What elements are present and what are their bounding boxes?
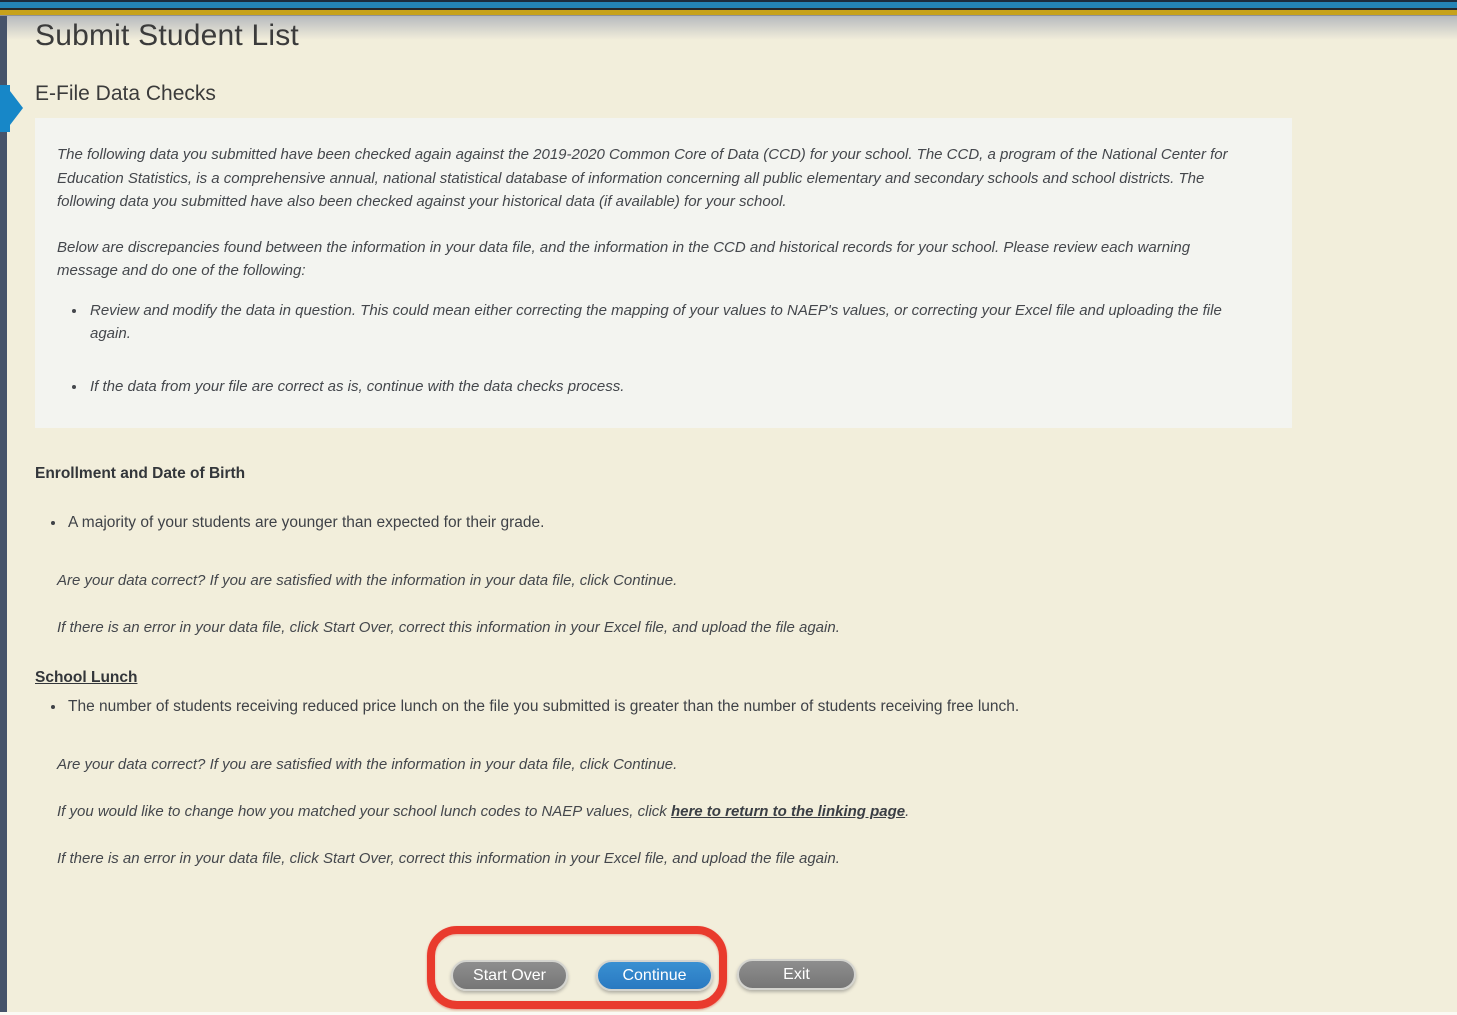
enrollment-warning-list — [35, 512, 1292, 533]
school-lunch-note-correct: Are your data correct? If you are satisfied with the information in your data file, click Continue. — [57, 756, 678, 773]
info-bullet-item: • If the data from your file are correct as is, continue with the data checks process. — [87, 375, 1244, 399]
top-decorative-bars — [0, 0, 1457, 16]
continue-button[interactable]: Continue — [596, 960, 713, 991]
school-lunch-note-error: If there is an error in your data file, click Start Over, correct this information in your Excel file, and upload the file again. — [57, 850, 840, 867]
data-checks-info-box — [35, 118, 1292, 428]
enrollment-note-error: If there is an error in your data file, click Start Over, correct this information in your Excel file, and upload the file again. — [57, 619, 840, 636]
link-suffix-text: . — [905, 803, 910, 820]
page-title: Submit Student List — [35, 19, 299, 52]
exit-button[interactable]: Exit — [737, 959, 856, 990]
main-content — [35, 15, 1292, 869]
school-lunch-note-link — [35, 801, 1292, 822]
left-rail — [0, 16, 7, 1015]
school-lunch-heading: School Lunch — [35, 669, 138, 686]
section-heading: E-File Data Checks — [35, 82, 216, 105]
info-bullet-item: • Review and modify the data in question. This could mean either correcting the mapping of your values to NAEP's values, or correcting your Excel file and uploading the file again. — [87, 299, 1244, 346]
school-lunch-warning-list — [35, 696, 1292, 717]
enrollment-note-correct: Are your data correct? If you are satisfied with the information in your data file, click Continue. — [57, 572, 678, 589]
info-paragraph-2: Below are discrepancies found between the information in your data file, and the information in the CCD and historical records for your school. Please review each warning message and do one of the following: — [57, 238, 1191, 279]
top-bar-edge — [0, 15, 1457, 16]
enrollment-warning-item: • A majority of your students are younger than expected for their grade. — [66, 512, 1292, 533]
enrollment-heading: Enrollment and Date of Birth — [35, 465, 246, 482]
linking-page-link[interactable]: here to return to the linking page — [670, 803, 906, 820]
link-prefix-text: If you would like to change how you matched your school lunch codes to NAEP values, click — [57, 803, 671, 820]
info-bullet-list — [57, 299, 1244, 399]
info-paragraph-1: The following data you submitted have been checked again against the 2019-2020 Common Core of Data (CCD) for your school. The CCD, a program of the National Center for Education Statistics, is a comprehensive annual, national statistical database of information concerning all public elementary and secondary schools and school districts. The following data you submitted have also been checked against your historical data (if available) for your school. — [57, 146, 1228, 210]
school-lunch-warning-item: • The number of students receiving reduced price lunch on the file you submitted is greater than the number of students receiving free lunch. — [66, 696, 1292, 717]
start-over-button[interactable]: Start Over — [451, 960, 568, 991]
section-pointer-arrow-icon — [0, 85, 10, 132]
